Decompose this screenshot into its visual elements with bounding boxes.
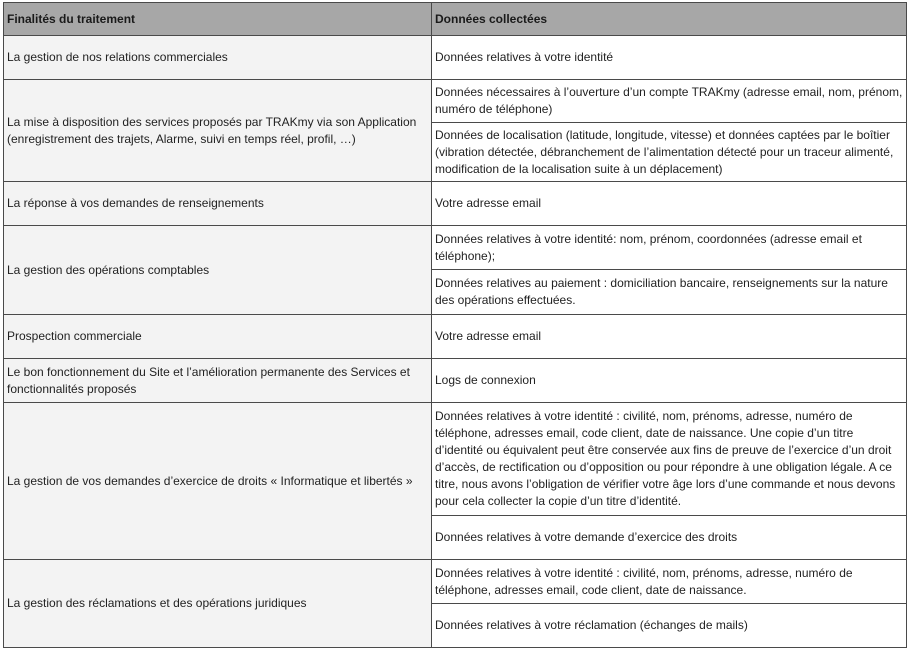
collected-data-cell: Données relatives à votre identité: nom, prénom, coordonnées (adresse email et téléphone);: [432, 226, 907, 270]
collected-data-cell: Logs de connexion: [432, 359, 907, 403]
table-row: [4, 182, 907, 226]
table-row: [4, 36, 907, 80]
collected-data-cell: Données relatives à votre identité : civilité, nom, prénoms, adresse, numéro de téléphone, adresses email, code client, date de naissance.: [432, 560, 907, 604]
data-processing-table: [3, 2, 907, 648]
table-row: [4, 226, 907, 270]
purpose-cell: Le bon fonctionnement du Site et l’amélioration permanente des Services et fonctionnalités proposés: [4, 359, 432, 403]
table-row: [4, 315, 907, 359]
purpose-cell: La mise à disposition des services proposés par TRAKmy via son Application (enregistrement des trajets, Alarme, suivi en temps réel, profil, …): [4, 80, 432, 182]
collected-data-cell: Données de localisation (latitude, longitude, vitesse) et données captées par le boîtier (vibration détectée, débranchement de l’alimentation détecté pour un traceur alimenté, modification de la localisation suite à un déplacement): [432, 123, 907, 182]
purpose-cell: La gestion des opérations comptables: [4, 226, 432, 315]
header-purposes: Finalités du traitement: [4, 3, 432, 36]
table-row: [4, 403, 907, 516]
purpose-cell: La gestion de nos relations commerciales: [4, 36, 432, 80]
purpose-cell: La réponse à vos demandes de renseignements: [4, 182, 432, 226]
table-row: [4, 560, 907, 604]
collected-data-cell: Données relatives au paiement : domiciliation bancaire, renseignements sur la nature des opérations effectuées.: [432, 270, 907, 315]
table-row: [4, 359, 907, 403]
table-row: [4, 80, 907, 123]
header-collected-data: Données collectées: [432, 3, 907, 36]
purpose-cell: La gestion des réclamations et des opérations juridiques: [4, 560, 432, 648]
collected-data-cell: Données relatives à votre identité: [432, 36, 907, 80]
collected-data-cell: Données relatives à votre demande d’exercice des droits: [432, 516, 907, 560]
purpose-cell: Prospection commerciale: [4, 315, 432, 359]
table-header-row: [4, 3, 907, 36]
collected-data-cell: Données nécessaires à l’ouverture d’un compte TRAKmy (adresse email, nom, prénom, numéro de téléphone): [432, 80, 907, 123]
purpose-cell: La gestion de vos demandes d’exercice de droits « Informatique et libertés »: [4, 403, 432, 560]
collected-data-cell: Votre adresse email: [432, 182, 907, 226]
collected-data-cell: Données relatives à votre identité : civilité, nom, prénoms, adresse, numéro de téléphone, adresses email, code client, date de naissance. Une copie d’un titre d’identité ou équivalent peut être conservée aux fins de preuve de l’exercice d’un droit d’accès, de rectification ou d’opposition ou pour répondre à une obligation légale. A ce titre, nous avons l’obligation de vérifier votre âge lors d’une commande et nous devons pour cela collecter la copie d’un titre d’identité.: [432, 403, 907, 516]
collected-data-cell: Données relatives à votre réclamation (échanges de mails): [432, 604, 907, 648]
collected-data-cell: Votre adresse email: [432, 315, 907, 359]
